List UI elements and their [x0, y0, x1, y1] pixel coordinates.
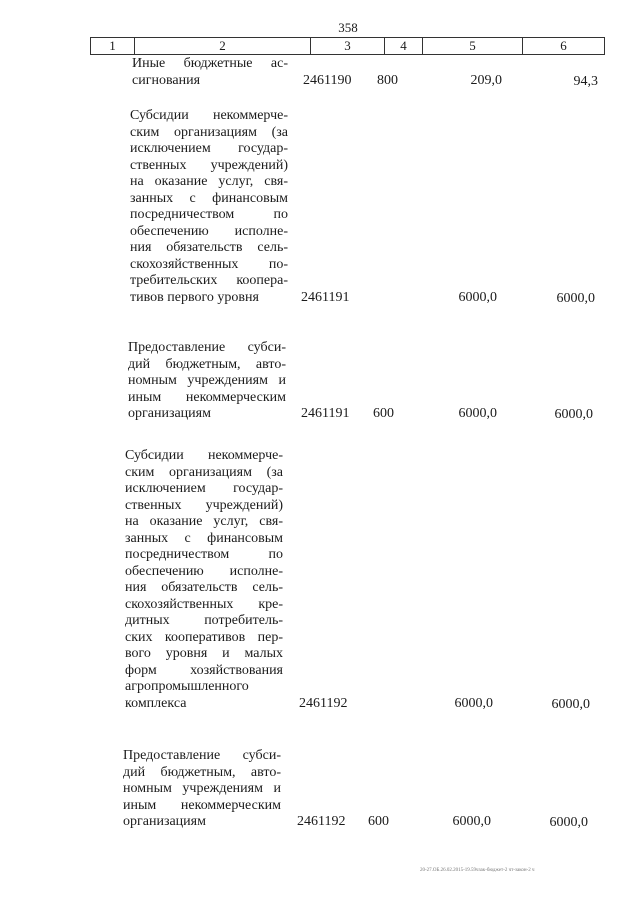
description-line: на оказание услуг, свя- [125, 514, 283, 529]
description-line: исключением государ- [125, 481, 283, 496]
row-description [123, 748, 281, 831]
description-line: Иные бюджетные ас- [132, 56, 288, 71]
description-line: занных с финансовым [125, 530, 283, 546]
description-line: вого уровня и малых [125, 646, 283, 661]
description-line: на оказание услуг, свя- [130, 174, 288, 189]
row-expense-type: 600 [373, 406, 394, 421]
description-line: Субсидии некоммерче- [125, 448, 283, 463]
row-code: 2461192 [299, 695, 348, 711]
header-col-6: 6 [523, 38, 605, 54]
header-col-1: 1 [91, 38, 135, 54]
row-value-col6: 6000,0 [549, 815, 588, 830]
description-line: ния обязательств сель- [125, 580, 283, 595]
description-line: иным некоммерческим [123, 797, 281, 813]
row-description [125, 448, 283, 712]
description-line: скохозяйственных кре- [125, 596, 283, 612]
footer-code: 20-27.OБ.26.02.2015-19.59чзак-бюджет-2 чт-закон-2 ч [420, 868, 535, 873]
row-value-col6: 6000,0 [554, 407, 593, 422]
header-col-2: 2 [135, 38, 311, 54]
description-line: агропромышленного [125, 679, 249, 694]
row-value-col6: 6000,0 [551, 696, 590, 712]
description-line: форм хозяйствования [125, 662, 283, 678]
header-col-3: 3 [311, 38, 385, 54]
row-code: 2461190 [303, 72, 352, 88]
description-line: скохозяйственных по- [130, 256, 288, 272]
description-line: Субсидии некоммерче- [130, 108, 288, 123]
description-line: занных с финансовым [130, 190, 288, 206]
description-line: дитных потребитель- [125, 613, 283, 628]
row-description [132, 56, 288, 89]
row-value-col5: 6000,0 [454, 695, 493, 711]
description-line: тивов первого уровня [130, 289, 259, 305]
description-line: дий бюджетным, авто- [128, 356, 286, 372]
row-value-col5: 6000,0 [458, 406, 497, 421]
description-line: посредничеством по [130, 207, 288, 222]
description-line: Предоставление субси- [123, 748, 281, 763]
row-description [128, 340, 286, 423]
row-value-col5: 6000,0 [452, 814, 491, 829]
description-line: ским организациям (за [130, 124, 288, 140]
description-line: номным учреждениям и [123, 781, 281, 796]
row-code: 2461192 [297, 814, 346, 829]
description-line: Предоставление субси- [128, 340, 286, 355]
description-line: организациям [128, 406, 211, 421]
row-code: 2461191 [301, 406, 350, 421]
row-code: 2461191 [301, 289, 350, 305]
description-line: посредничеством по [125, 547, 283, 562]
description-line: номным учреждениям и [128, 373, 286, 388]
description-line: организациям [123, 814, 206, 829]
description-line: требительских коопера- [130, 273, 288, 288]
row-expense-type: 600 [368, 814, 389, 829]
row-value-col6: 6000,0 [556, 290, 595, 306]
description-line: дий бюджетным, авто- [123, 764, 281, 780]
description-line: исключением государ- [130, 141, 288, 156]
row-description [130, 108, 288, 306]
header-col-5: 5 [423, 38, 523, 54]
description-line: ственных учреждений) [130, 157, 288, 173]
description-line: сигнования [132, 72, 201, 88]
description-line: иным некоммерческим [128, 389, 286, 405]
description-line: ским организациям (за [125, 464, 283, 480]
page-number: 358 [338, 20, 358, 35]
row-expense-type: 800 [377, 72, 398, 88]
description-line: ния обязательств сель- [130, 240, 288, 255]
description-line: ских кооперативов пер- [125, 629, 283, 645]
description-line: комплекса [125, 695, 187, 711]
header-col-4: 4 [385, 38, 423, 54]
row-value-col5: 6000,0 [458, 289, 497, 305]
table-header [90, 37, 605, 55]
description-line: обеспечению исполне- [130, 223, 288, 239]
row-value-col6: 94,3 [573, 73, 598, 89]
row-value-col5: 209,0 [470, 72, 502, 88]
description-line: обеспечению исполне- [125, 563, 283, 579]
description-line: ственных учреждений) [125, 497, 283, 513]
